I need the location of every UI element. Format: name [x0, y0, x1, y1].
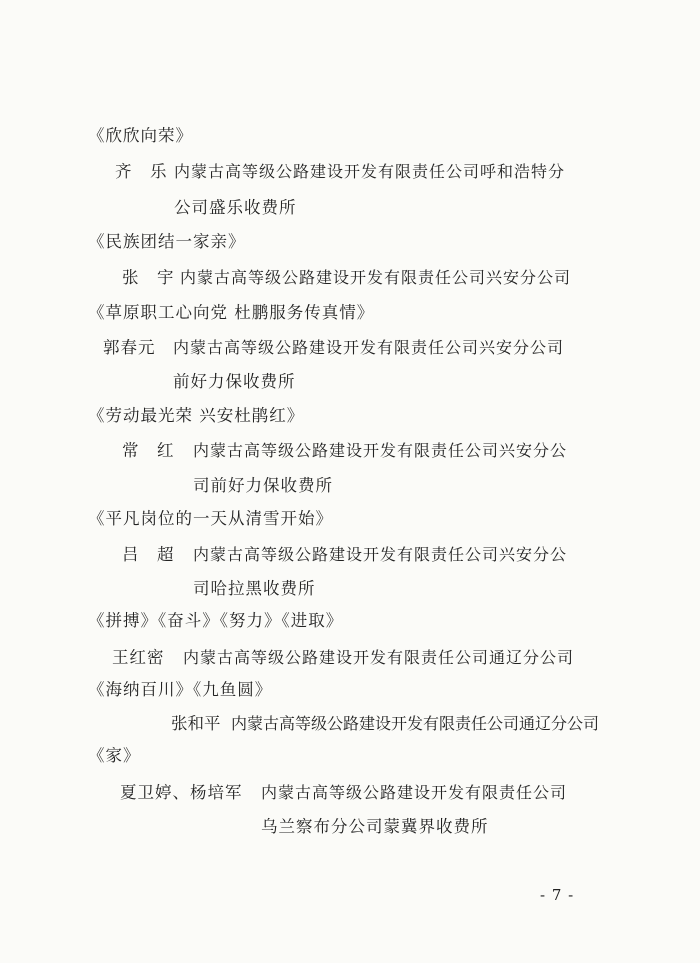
entry-author: 夏卫婷、杨培军 — [120, 783, 243, 802]
entry-author: 张 宇 — [122, 268, 175, 287]
entry-title: 《平凡岗位的一天从清雪开始》 — [88, 509, 333, 528]
entry-org: 内蒙古高等级公路建设开发有限责任公司呼和浩特分 — [174, 162, 566, 181]
entry-org: 内蒙古高等级公路建设开发有限责任公司兴安分公 — [193, 441, 568, 460]
entry-title: 《民族团结一家亲》 — [88, 232, 246, 251]
entry-org: 内蒙古高等级公路建设开发有限责任公司 — [261, 783, 568, 802]
entry-org: 内蒙古高等级公路建设开发有限责任公司兴安分公司 — [173, 338, 565, 357]
entry-author: 齐 乐 — [115, 162, 168, 181]
entry-title: 《拼搏》《奋斗》《努力》《进取》 — [88, 611, 344, 630]
entry-title: 《海纳百川》《九鱼圆》 — [88, 680, 273, 699]
entry-org-cont: 公司盛乐收费所 — [174, 198, 297, 217]
entry-title: 《劳动最光荣 兴安杜鹃红》 — [88, 406, 305, 425]
entry-author: 王红密 — [112, 648, 165, 667]
entry-org-cont: 司前好力保收费所 — [193, 476, 333, 495]
entry-title: 《草原职工心向党 杜鹏服务传真情》 — [88, 303, 375, 322]
entry-author: 常 红 — [122, 441, 175, 460]
entry-org-cont: 司哈拉黑收费所 — [193, 579, 316, 598]
entry-org-cont: 前好力保收费所 — [173, 372, 296, 391]
entry-org: 内蒙古高等级公路建设开发有限责任公司兴安分公司 — [180, 268, 572, 287]
entry-author: 张和平 — [171, 714, 221, 733]
entry-org: 内蒙古高等级公路建设开发有限责任公司通辽分公司 — [183, 648, 575, 667]
entry-title: 《欣欣向荣》 — [88, 126, 193, 145]
entry-author: 吕 超 — [122, 545, 175, 564]
page-number: - 7 - — [540, 886, 575, 904]
entry-org-cont: 乌兰察布分公司蒙冀界收费所 — [261, 817, 489, 836]
entry-org: 内蒙古高等级公路建设开发有限责任公司兴安分公 — [193, 545, 568, 564]
entry-title: 《家》 — [88, 746, 141, 765]
entry-author: 郭春元 — [103, 338, 156, 357]
entry-org: 内蒙古高等级公路建设开发有限责任公司通辽分公司 — [231, 714, 600, 733]
